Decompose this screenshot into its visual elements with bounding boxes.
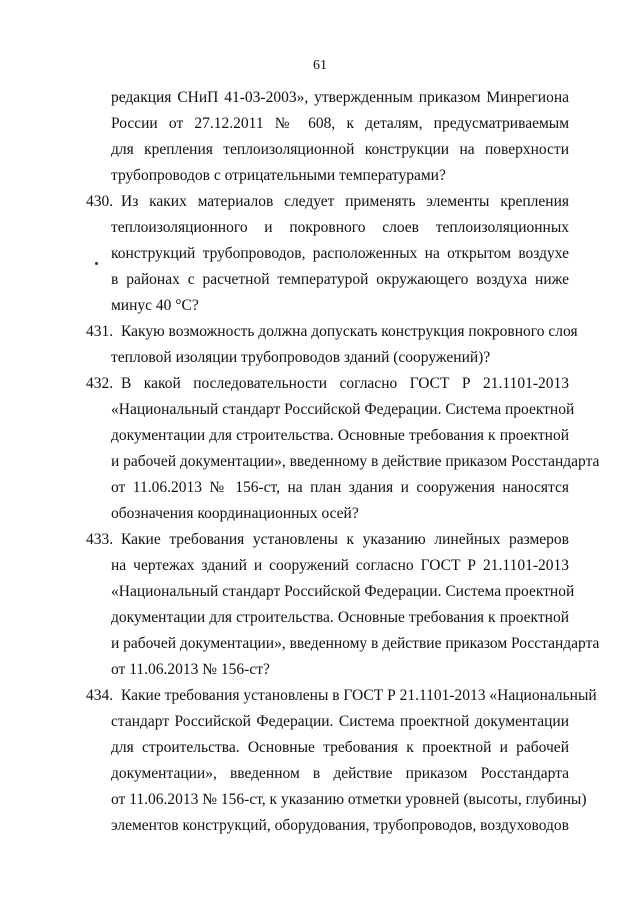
text-line: документации для строительства. Основные требования к проектной xyxy=(111,609,569,626)
text-line: элементов конструкций, оборудования, трубопроводов, воздуховодов xyxy=(111,817,569,834)
question-number: 431. xyxy=(86,323,114,340)
text-line: на чертежах зданий и сооружений согласно ГОСТ Р 21.1101-2013 xyxy=(111,557,569,574)
text-line: для строительства. Основные требования к проектной и рабочей xyxy=(111,739,569,756)
question-number: 434. xyxy=(86,687,114,704)
text-line: от 11.06.2013 № 156-ст, к указанию отметки уровней (высоты, глубины) xyxy=(111,791,587,808)
text-line: документации для строительства. Основные требования к проектной xyxy=(111,427,569,444)
text-line: для крепления теплоизоляционной конструкции на поверхности xyxy=(111,141,569,158)
page-number: 61 xyxy=(313,58,327,73)
question-number: 433. xyxy=(86,531,114,548)
text-line: редакция СНиП 41-03-2003», утвержденным приказом Минрегиона xyxy=(111,89,569,106)
text-line: «Национальный стандарт Российской Федерации. Система проектной xyxy=(111,583,575,600)
text-line: от 11.06.2013 № 156-ст? xyxy=(111,661,270,678)
text-line: В какой последовательности согласно ГОСТ Р 21.1101-2013 xyxy=(121,375,569,392)
text-line: трубопроводов с отрицательными температурами? xyxy=(111,167,446,184)
text-line: документации», введенном в действие приказом Росстандарта xyxy=(111,765,569,782)
text-line: Из каких материалов следует применять элементы крепления xyxy=(121,193,569,210)
text-line: Какие требования установлены к указанию линейных размеров xyxy=(121,531,569,548)
text-line: России от 27.12.2011 № 608, к деталям, предусматриваемым xyxy=(111,115,569,132)
text-line: «Национальный стандарт Российской Федерации. Система проектной xyxy=(111,401,575,418)
text-line: обозначения координационных осей? xyxy=(111,505,359,522)
text-line: и рабочей документации», введенному в действие приказом Росстандарта xyxy=(111,453,600,470)
text-line: Какую возможность должна допускать конструкция покровного слоя xyxy=(121,323,578,340)
text-line: тепловой изоляции трубопроводов зданий (сооружений)? xyxy=(111,349,491,366)
text-line: теплоизоляционного и покровного слоев теплоизоляционных xyxy=(111,219,569,236)
text-line: Какие требования установлены в ГОСТ Р 21.1101-2013 «Национальный xyxy=(121,687,597,704)
question-number: 432. xyxy=(86,375,114,392)
text-line: от 11.06.2013 № 156-ст, на план здания и сооружения наносятся xyxy=(111,479,569,496)
text-line: стандарт Российской Федерации. Система проектной документации xyxy=(111,713,569,730)
text-line: конструкций трубопроводов, расположенных на открытом воздухе xyxy=(111,245,569,262)
text-line: и рабочей документации», введенному в действие приказом Росстандарта xyxy=(111,635,600,652)
scan-speck xyxy=(95,262,98,265)
text-line: минус 40 °С? xyxy=(111,297,199,314)
text-line: в районах с расчетной температурой окружающего воздуха ниже xyxy=(111,271,569,288)
question-number: 430. xyxy=(86,193,114,210)
